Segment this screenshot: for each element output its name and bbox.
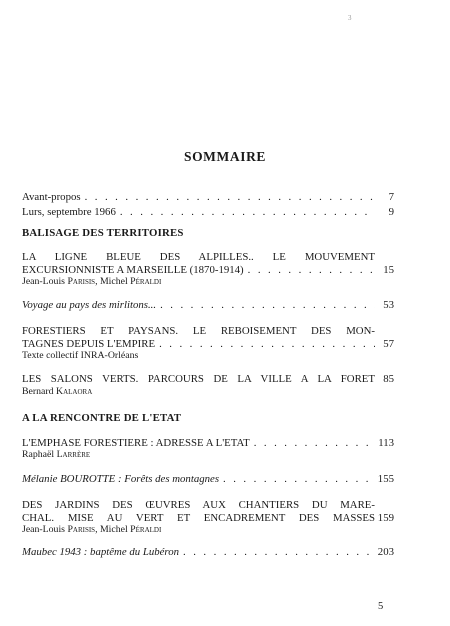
- table-of-contents: [22, 185, 394, 559]
- leader-dots: [159, 338, 375, 351]
- entry-page: 9: [388, 205, 394, 218]
- entry-title-line2: CHAL. MISE AU VERT ET ENCADREMENT DES MASSES: [22, 511, 375, 524]
- toc-entry-forestiers[interactable]: [22, 324, 394, 362]
- entry-title-line2: EXCURSIONNISTE A MARSEILLE (1870-1914): [22, 263, 244, 276]
- entry-authors: Jean-Louis Parisis, Michel Péraldi: [22, 524, 162, 536]
- entry-page: 203: [377, 546, 394, 559]
- entry-authors: Raphaël Larrère: [22, 449, 91, 461]
- entry-authors: Texte collectif INRA-Orléans: [22, 350, 139, 362]
- entry-page: 85: [383, 373, 394, 386]
- toc-entry-lurs[interactable]: [22, 205, 394, 219]
- entry-page: 57: [383, 337, 394, 350]
- entry-title-line1: DES JARDINS DES ŒUVRES AUX CHANTIERS DU MARE-: [22, 498, 375, 511]
- entry-title: Voyage au pays des mirlitons...: [22, 299, 157, 312]
- entry-title-line1: LA LIGNE BLEUE DES ALPILLES.. LE MOUVEMENT: [22, 251, 375, 264]
- toc-entry-bourotte[interactable]: [22, 473, 394, 486]
- entry-authors: Bernard Kalaora: [22, 385, 93, 397]
- leader-dots: [183, 546, 375, 559]
- entry-page: 7: [388, 191, 394, 203]
- toc-entry-jardins[interactable]: [22, 498, 394, 536]
- leader-dots: [248, 264, 375, 277]
- entry-title: LES SALONS VERTS. PARCOURS DE LA VILLE A LA FORET: [22, 373, 375, 386]
- page-number: 5: [378, 601, 384, 612]
- toc-entry-emphase[interactable]: [22, 436, 394, 461]
- section-heading: A LA RENCONTRE DE L'ETAT: [22, 411, 182, 424]
- toc-entry-maubec[interactable]: [22, 546, 394, 559]
- toc-entry-mirlitons[interactable]: [22, 299, 394, 312]
- entry-title: Avant-propos: [22, 191, 81, 203]
- entry-page: 113: [378, 436, 394, 449]
- entry-page: 53: [383, 299, 394, 312]
- entry-page: 159: [377, 511, 394, 524]
- entry-title: L'EMPHASE FORESTIERE : ADRESSE A L'ETAT: [22, 436, 250, 449]
- entry-authors: Jean-Louis Parisis, Michel Péraldi: [22, 276, 162, 288]
- toc-entry-salons-verts[interactable]: [22, 373, 394, 397]
- entry-title: Lurs, septembre 1966: [22, 205, 116, 218]
- corner-mark: 3: [348, 14, 352, 22]
- entry-title: Maubec 1943 : baptême du Lubéron: [22, 546, 180, 559]
- entry-title: Mélanie BOUROTTE : Forêts des montagnes: [22, 473, 220, 486]
- page-title: SOMMAIRE: [183, 149, 267, 164]
- section-heading: BALISAGE DES TERRITOIRES: [22, 227, 184, 240]
- leader-dots: [223, 473, 375, 486]
- entry-page: 15: [383, 263, 394, 276]
- toc-entry-avant-propos[interactable]: [22, 191, 394, 204]
- leader-dots: [160, 299, 375, 312]
- entry-title-line2: TAGNES DEPUIS L'EMPIRE: [22, 337, 156, 350]
- leader-dots: [120, 206, 375, 219]
- leader-dots: [254, 437, 375, 450]
- entry-page: 155: [377, 473, 394, 486]
- entry-title-line1: FORESTIERS ET PAYSANS. LE REBOISEMENT DES MON-: [22, 324, 375, 337]
- toc-entry-alpilles[interactable]: [22, 251, 394, 288]
- leader-dots: [85, 191, 375, 204]
